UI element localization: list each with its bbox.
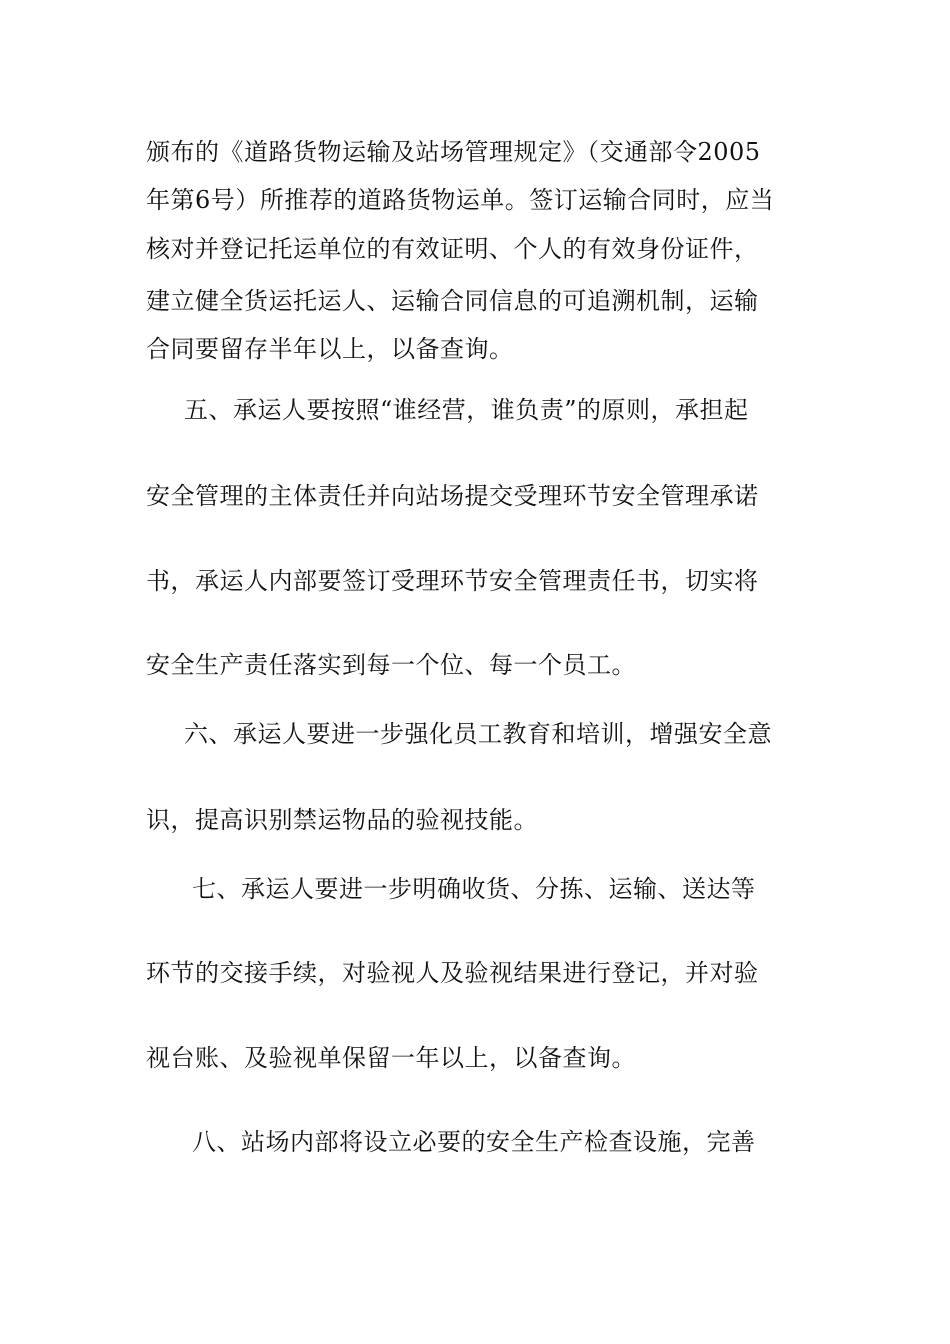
paragraph-6-first-line: 六、承运人要进一步强化员工教育和培训，增强安全意 (184, 720, 772, 748)
text-line: 视台账、及验视单保留一年以上，以备查询。 (146, 1044, 636, 1072)
paragraph-7-first-line: 七、承运人要进一步明确收货、分拣、运输、送达等 (192, 875, 756, 903)
paragraph-5-first-line: 五、承运人要按照“谁经营，谁负责”的原则，承担起 (184, 396, 749, 424)
text-line: 合同要留存半年以上，以备查询。 (146, 335, 514, 363)
text-line: 环节的交接手续，对验视人及验视结果进行登记，并对验 (146, 959, 759, 987)
text-line: 核对并登记托运单位的有效证明、个人的有效身份证件， (146, 235, 759, 263)
text-line: 安全生产责任落实到每一个位、每一个员工。 (146, 651, 636, 679)
text-line: 年第6号）所推荐的道路货物运单。签订运输合同时，应当 (146, 186, 775, 214)
text-line: 建立健全货运托运人、运输合同信息的可追溯机制，运输 (146, 287, 759, 315)
text-line: 书，承运人内部要签订受理环节安全管理责任书，切实将 (146, 567, 759, 595)
text-line: 识，提高识别禁运物品的验视技能。 (146, 806, 538, 834)
paragraph-8-first-line: 八、站场内部将设立必要的安全生产检查设施，完善 (192, 1128, 756, 1156)
text-line: 安全管理的主体责任并向站场提交受理环节安全管理承诺 (146, 482, 759, 510)
text-line: 颁布的《道路货物运输及站场管理规定》（交通部令2005 (146, 138, 761, 166)
